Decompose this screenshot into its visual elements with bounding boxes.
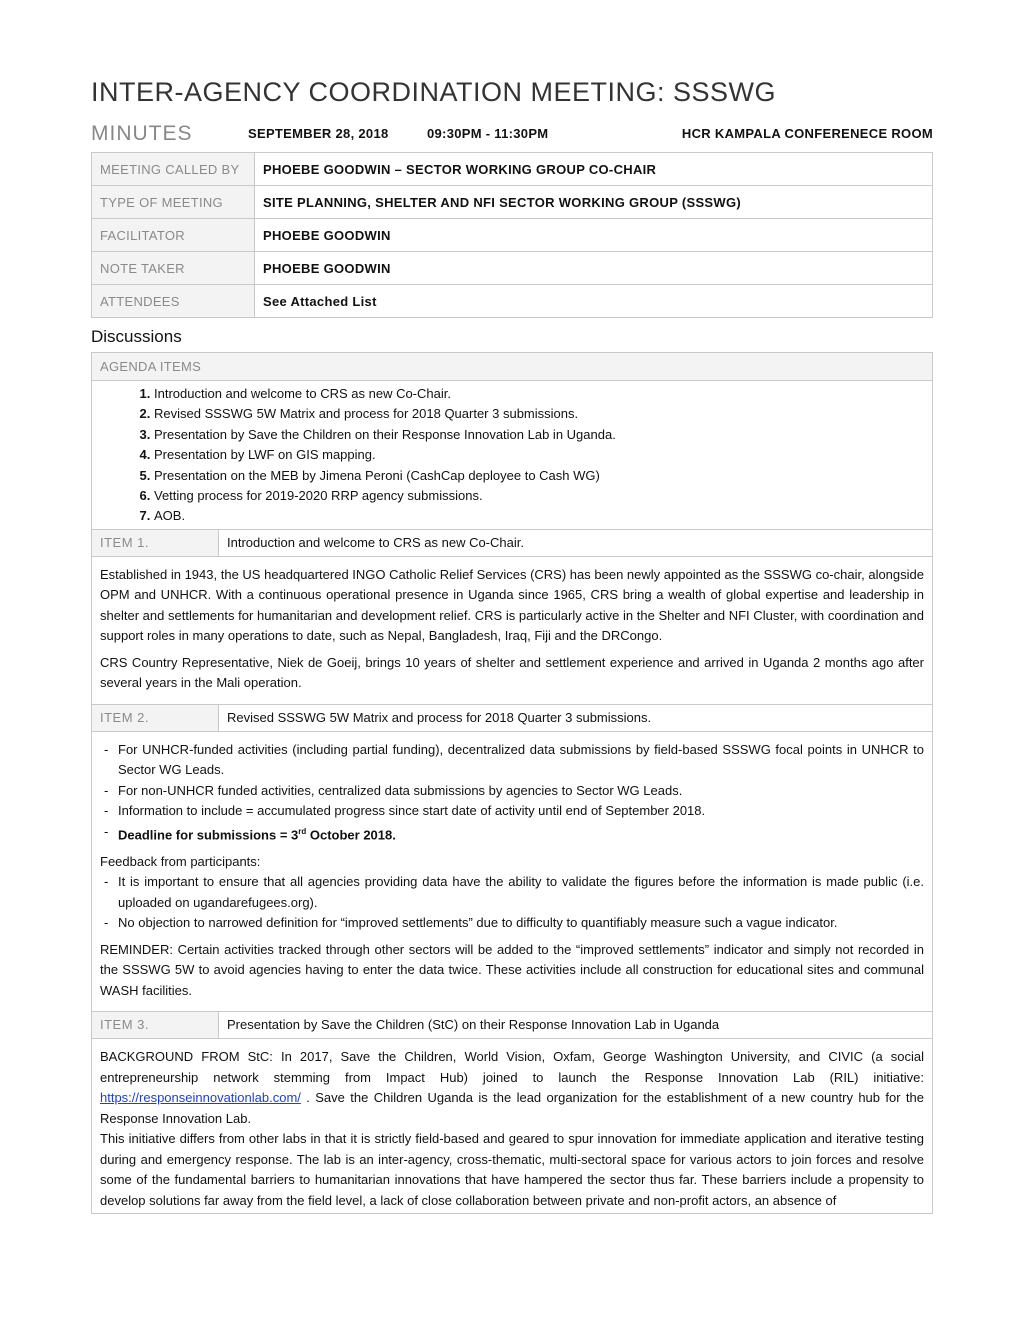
deadline-prefix: Deadline for submissions = 3	[118, 827, 299, 843]
list-item: - For UNHCR-funded activities (including partial funding), decentralized data submissions by field-based SSSWG focal points in UNHCR to Sector WG Leads.	[118, 740, 924, 781]
discussions-box	[91, 352, 933, 1214]
meeting-called-by-value: PHOEBE GOODWIN – SECTOR WORKING GROUP CO-CHAIR	[255, 153, 933, 186]
minutes-label: MINUTES	[91, 122, 193, 145]
table-row	[92, 219, 933, 252]
item-2-title: Revised SSSWG 5W Matrix and process for 2018 Quarter 3 submissions.	[227, 709, 652, 725]
meeting-called-by-label: MEETING CALLED BY	[92, 153, 255, 186]
attendees-value: See Attached List	[255, 285, 933, 318]
deadline-sup: rd	[298, 826, 307, 836]
agenda-items-header: AGENDA ITEMS	[92, 353, 932, 381]
document-title: INTER-AGENCY COORDINATION MEETING: SSSWG	[91, 77, 777, 107]
list-item: 6. Vetting process for 2019-2020 RRP agency submissions.	[154, 486, 932, 506]
list-item: 1. Introduction and welcome to CRS as new Co-Chair.	[154, 384, 932, 404]
meeting-minutes-page	[91, 72, 933, 1214]
table-row	[92, 252, 933, 285]
meeting-date: SEPTEMBER 28, 2018	[248, 126, 389, 141]
meeting-location: HCR KAMPALA CONFERENECE ROOM	[681, 126, 933, 141]
item-1-label: ITEM 1.	[92, 530, 219, 556]
list-item: - For non-UNHCR funded activities, centralized data submissions by agencies to Sector WG Leads.	[118, 781, 924, 802]
item-2-body	[92, 732, 932, 1011]
list-item	[118, 822, 924, 846]
list-item: 7. AOB.	[154, 506, 932, 526]
background-text: BACKGROUND FROM StC: In 2017, Save the Children, World Vision, Oxfam, George Washington University, and CIVIC (a social entrepreneurship network stemming from Impact Hub) joined to launch the Response Innovation Lab (RIL) initiative:	[100, 1049, 924, 1085]
list-item: 5. Presentation on the MEB by Jimena Peroni (CashCap deployee to Cash WG)	[154, 466, 932, 486]
list-item: - It is important to ensure that all agencies providing data have the ability to validate the figures before the information is made public (i.e. uploaded on ugandarefugees.org).	[118, 872, 924, 913]
item-3-body	[92, 1039, 932, 1213]
table-row	[92, 153, 933, 186]
item-2-header	[92, 704, 932, 732]
item-1-paragraph: CRS Country Representative, Niek de Goeij, brings 10 years of shelter and settlement experience and arrived in Uganda 2 months ago after several years in the Mali operation.	[100, 654, 924, 691]
facilitator-label: FACILITATOR	[92, 219, 255, 252]
deadline-suffix: October 2018.	[306, 827, 396, 843]
reminder-paragraph: REMINDER: Certain activities tracked through other sectors will be added to the “improved settlements” indicator and simply not recorded in the SSSWG 5W to avoid agencies having to enter the data twice. These activities include all construction for educational sites and communal WASH facilities.	[100, 941, 924, 998]
item-2-label: ITEM 2.	[92, 705, 219, 731]
item-3-background-paragraph	[100, 1047, 924, 1129]
item-1-header	[92, 529, 932, 557]
item-3-label: ITEM 3.	[92, 1012, 219, 1038]
type-of-meeting-value: SITE PLANNING, SHELTER AND NFI SECTOR WORKING GROUP (SSSWG)	[255, 186, 933, 219]
list-item: 4. Presentation by LWF on GIS mapping.	[154, 445, 932, 465]
discussions-heading: Discussions	[91, 327, 182, 346]
list-item: - No objection to narrowed definition for “improved settlements” due to difficulty to quantifiably measure such a vague indicator.	[118, 913, 924, 934]
item-3-paragraph: This initiative differs from other labs in that it is strictly field-based and geared to spur innovation for immediate application and iterative testing during and emergency response. The lab is an inter-agency, cross-thematic, multi-sectoral space for various actors to join forces and resolve some of the fundamental barriers to humanitarian innovations that have hampered the sector thus far. These barriers include a propensity to develop solutions far away from the field level, a lack of close collaboration between private and non-profit actors, an absence of	[100, 1131, 924, 1208]
list-item: 3. Presentation by Save the Children on their Response Innovation Lab in Uganda.	[154, 425, 932, 445]
attendees-label: ATTENDEES	[92, 285, 255, 318]
table-row	[92, 186, 933, 219]
table-row	[92, 285, 933, 318]
background-text-suffix: . Save the Children Uganda is the lead organization for the establishment of a new country hub for the Response Innovation Lab.	[100, 1090, 924, 1126]
list-item: 2. Revised SSSWG 5W Matrix and process for 2018 Quarter 3 submissions.	[154, 404, 932, 424]
meeting-info-table	[91, 152, 933, 318]
meeting-time: 09:30PM - 11:30PM	[427, 126, 549, 141]
item-1-paragraph: Established in 1943, the US headquartered INGO Catholic Relief Services (CRS) has been newly appointed as the SSSWG co-chair, alongside OPM and UNHCR. With a continuous operational presence in Uganda since 1965, CRS bring a wealth of global expertise and leadership in shelter and settlements for humanitarian and development relief. CRS is particularly active in the Shelter and NFI Cluster, with coordination and support roles in many operations to date, such as Nepal, Bangladesh, Iraq, Fiji and the DRCongo.	[100, 566, 924, 644]
item-1-title: Introduction and welcome to CRS as new Co-Chair.	[227, 534, 524, 550]
item-3-title: Presentation by Save the Children (StC) on their Response Innovation Lab in Uganda	[227, 1017, 720, 1033]
item-1-body	[92, 557, 932, 704]
agenda-list	[92, 381, 932, 529]
facilitator-value: PHOEBE GOODWIN	[255, 219, 933, 252]
feedback-heading: Feedback from participants:	[100, 853, 261, 869]
minutes-header-row	[91, 116, 933, 152]
item-2-bullet-list	[100, 740, 924, 846]
list-item: - Information to include = accumulated progress since start date of activity until end of September 2018.	[118, 801, 924, 822]
response-innovation-lab-link[interactable]: https://responseinnovationlab.com/	[100, 1090, 301, 1106]
item-3-header	[92, 1011, 932, 1039]
type-of-meeting-label: TYPE OF MEETING	[92, 186, 255, 219]
feedback-list	[100, 872, 924, 934]
note-taker-label: NOTE TAKER	[92, 252, 255, 285]
note-taker-value: PHOEBE GOODWIN	[255, 252, 933, 285]
